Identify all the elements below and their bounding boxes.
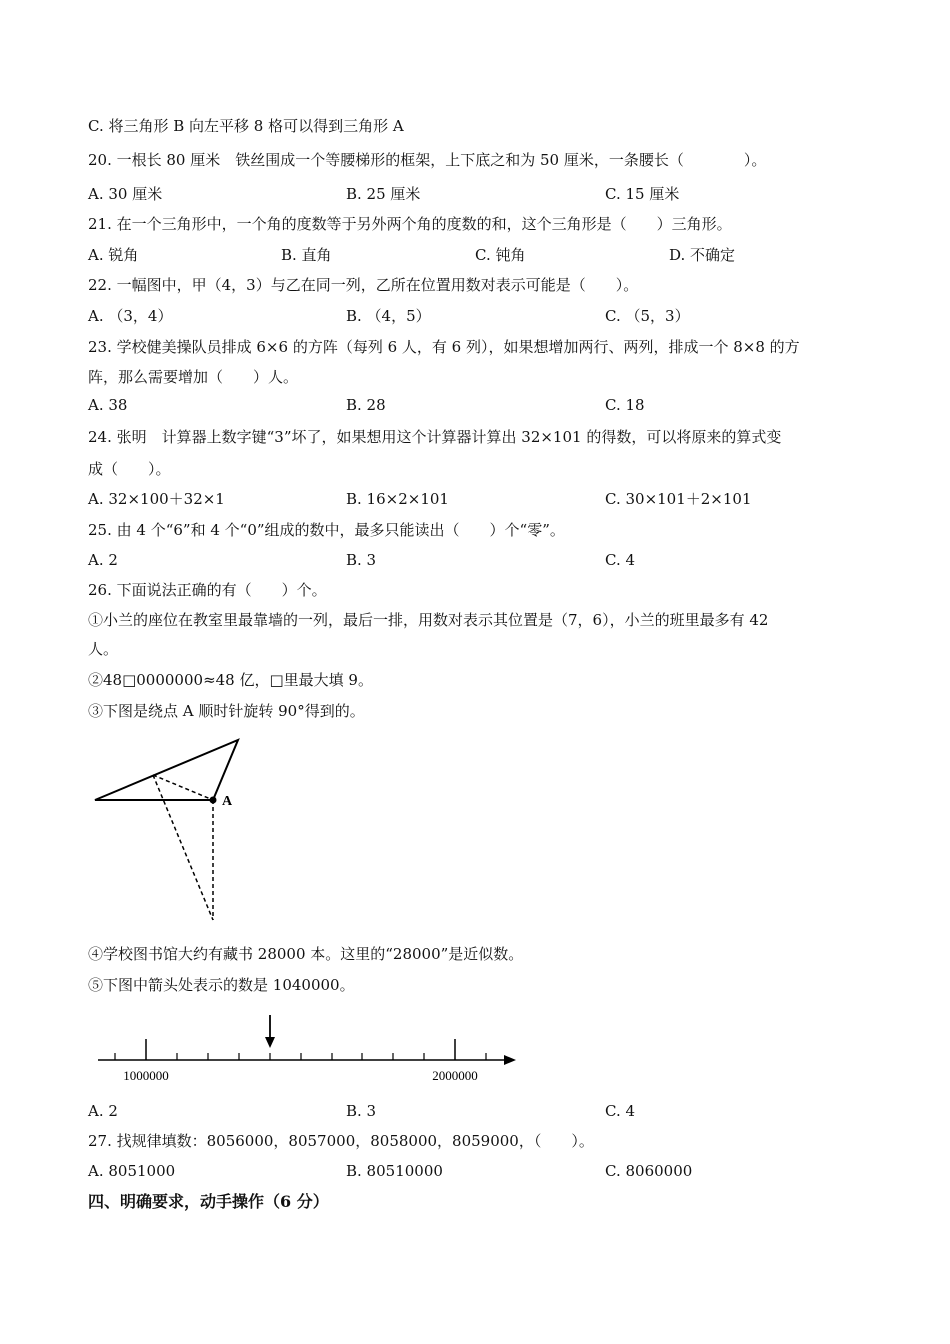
q21-stem: 21. 在一个三角形中，一个角的度数等于另外两个角的度数的和，这个三角形是（ ）三角形。 <box>88 215 732 233</box>
q24-stem-line2: 成（ ）。 <box>88 460 171 478</box>
dashed-edge-2 <box>153 775 213 920</box>
q23-option-a: A. 38 <box>88 396 128 414</box>
q22-option-c: C. （5，3） <box>605 307 690 325</box>
q26-statement-1-line1: ①小兰的座位在教室里最靠墙的一列，最后一排，用数对表示其位置是（7，6），小兰的班里最多有 42 <box>88 611 769 629</box>
q22-option-a: A. （3，4） <box>88 307 173 325</box>
q20-stem: 20. 一根长 80 厘米 铁丝围成一个等腰梯形的框架，上下底之和为 50 厘米，一条腰长（ ）。 <box>88 151 767 169</box>
q27-option-c: C. 8060000 <box>605 1162 693 1180</box>
label-2000000: 2000000 <box>432 1068 478 1083</box>
q24-option-b: B. 16×2×101 <box>346 490 449 508</box>
q25-option-a: A. 2 <box>88 551 118 569</box>
q26-stem: 26. 下面说法正确的有（ ）个。 <box>88 581 327 599</box>
q26-statement-4: ④学校图书馆大约有藏书 28000 本。这里的“28000”是近似数。 <box>88 945 524 963</box>
original-triangle <box>95 740 238 800</box>
q26-statement-5: ⑤下图中箭头处表示的数是 1040000。 <box>88 976 355 994</box>
q26-statement-2: ②48□0000000≈48 亿，□里最大填 9。 <box>88 671 373 689</box>
rotation-triangle-figure <box>85 730 255 930</box>
q21-option-d: D. 不确定 <box>669 246 736 264</box>
q26-statement-1-line2: 人。 <box>88 640 119 658</box>
q23-stem-line1: 23. 学校健美操队员排成 6×6 的方阵（每列 6 人，有 6 列），如果想增加两行、两列，排成一个 8×8 的方 <box>88 338 800 356</box>
q21-option-b: B. 直角 <box>281 246 332 264</box>
point-a-dot <box>210 797 217 804</box>
q21-option-c: C. 钝角 <box>475 246 526 264</box>
q20-option-a: A. 30 厘米 <box>88 185 163 203</box>
q21-option-a: A. 锐角 <box>88 246 139 264</box>
q26-option-c: C. 4 <box>605 1102 636 1120</box>
q23-stem-line2: 阵，那么需要增加（ ）人。 <box>88 368 299 386</box>
q27-option-b: B. 80510000 <box>346 1162 443 1180</box>
q19-option-c: C. 将三角形 B 向左平移 8 格可以得到三角形 A <box>88 117 404 135</box>
number-line-figure <box>92 1010 522 1090</box>
q22-option-b: B. （4，5） <box>346 307 431 325</box>
q23-option-c: C. 18 <box>605 396 645 414</box>
section-4-heading: 四、明确要求，动手操作（6 分） <box>88 1192 329 1211</box>
point-a-label: A <box>222 794 233 809</box>
q27-option-a: A. 8051000 <box>88 1162 176 1180</box>
q27-stem: 27. 找规律填数：8056000，8057000，8058000，8059000，（ ）。 <box>88 1132 594 1150</box>
q20-option-c: C. 15 厘米 <box>605 185 680 203</box>
q25-stem: 25. 由 4 个“6”和 4 个“0”组成的数中，最多只能读出（ ）个“零”。 <box>88 521 565 539</box>
q22-stem: 22. 一幅图中，甲（4，3）与乙在同一列，乙所在位置用数对表示可能是（ ）。 <box>88 276 639 294</box>
label-1000000: 1000000 <box>123 1068 169 1083</box>
q25-option-c: C. 4 <box>605 551 636 569</box>
q24-stem-line1: 24. 张明 计算器上数字键“3”坏了，如果想用这个计算器计算出 32×101 的得数，可以将原来的算式变 <box>88 428 782 446</box>
axis-arrowhead <box>504 1055 516 1065</box>
q20-option-b: B. 25 厘米 <box>346 185 421 203</box>
q26-statement-3: ③下图是绕点 A 顺时针旋转 90°得到的。 <box>88 702 365 720</box>
q24-option-c: C. 30×101＋2×101 <box>605 490 752 508</box>
q24-option-a: A. 32×100＋32×1 <box>88 490 225 508</box>
q26-option-b: B. 3 <box>346 1102 377 1120</box>
q26-option-a: A. 2 <box>88 1102 118 1120</box>
q23-option-b: B. 28 <box>346 396 386 414</box>
down-arrow-icon <box>265 1037 275 1048</box>
q25-option-b: B. 3 <box>346 551 377 569</box>
